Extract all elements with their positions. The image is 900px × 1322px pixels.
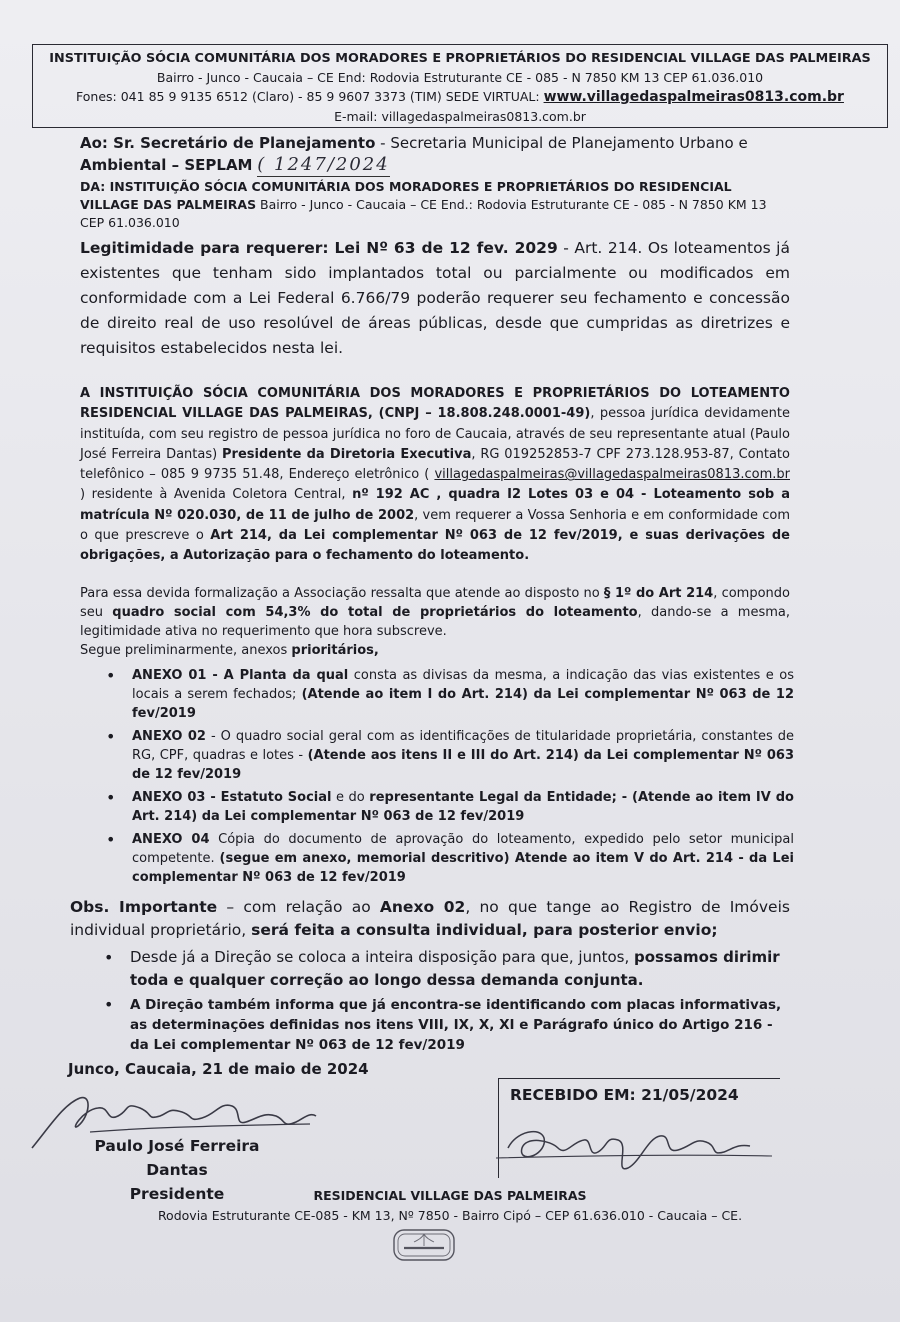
- p1-text-1: , pessoa jurídica devidamente instituída, com seu registro de pessoa jurídica no foro de Caucaia, através de seu representante atual (Paulo José Ferreira Dantas): [80, 406, 790, 462]
- phones-text: Fones: 041 85 9 9135 6512 (Claro) - 85 9 9607 3373 (TIM) SEDE VIRTUAL:: [76, 89, 544, 104]
- footer-address: Rodovia Estruturante CE-085 - KM 13, Nº 7850 - Bairro Cipó – CEP 61.636.010 - Caucaia – CE.: [157, 1208, 743, 1223]
- annex-bold: ANEXO 04: [132, 832, 210, 847]
- annex-list: [104, 666, 794, 891]
- footer-name: RESIDENCIAL VILLAGE DAS PALMEIRAS: [313, 1188, 587, 1203]
- legitimacy-text: - Art. 214. Os loteamentos já existentes que tenham sido implantados total ou parcialmente ou modificados em conformidade com a Lei Federal 6.766/79 poderão requerer seu fechamento e concessão de direito real de uso resolúvel de áreas públicas, desde que cumpridas as diretrizes e requisitos estabelecidos nesta lei.: [80, 239, 790, 357]
- obs-item: [100, 995, 792, 1055]
- obs-text-2: , no que tange ao Registro de Imóveis individual proprietário,: [70, 898, 790, 939]
- p1-text-2: , RG 019252853-7 CPF 273.128.953-87, Contato telefônico – 085 9 9735 51.48, Endereço eletrônico (: [80, 446, 790, 483]
- p3-bold: prioritários,: [291, 643, 379, 658]
- annex-bold: ANEXO 03 - Estatuto Social: [132, 790, 332, 805]
- letterhead-org: INSTITUIÇÃO SÓCIA COMUNITÁRIA DOS MORADORES E PROPRIETÁRIOS DO RESIDENCIAL VILLAGE DAS PALMEIRAS: [49, 51, 871, 66]
- letterhead: [32, 44, 888, 128]
- p2-text-3: , dando-se a mesma, legitimidade ativa no requerimento que hora subscreve.: [80, 605, 790, 639]
- annex-bold-2: (segue em anexo, memorial descritivo) Atende ao item V do Art. 214 - da Lei complementar Nº 063 de 12 fev/2019: [132, 851, 794, 885]
- obs-item-bold: A Direção também informa que já encontra-se identificando com placas informativas, as determinações definidas nos itens VIII, IX, X, XI e Parágrafo único do Artigo 216 - da Lei complementar Nº 063 de 12 fev/2019: [130, 997, 782, 1053]
- sender-address: Bairro - Junco - Caucaia – CE End.: Rodovia Estruturante CE - 085 - N 7850 KM 13 CEP 61.036.010: [80, 197, 767, 230]
- legitimacy-paragraph: [80, 236, 790, 361]
- handwritten-protocol-number: ( 1247/2024: [257, 154, 390, 175]
- p1-bold-2: Presidente da Diretoria Executiva: [222, 446, 472, 462]
- p1-bold-3: nº 192 AC , quadra I2 Lotes 03 e 04 - Loteamento sob a matrícula Nº 020.030, de 11 de julho de 2002: [80, 487, 790, 523]
- annex-item: [104, 727, 794, 784]
- annex-text: consta as divisas da mesma, a indicação das vias existentes e os locais a serem fechados;: [132, 668, 795, 702]
- annex-item: [104, 830, 794, 887]
- p2-text-1: Para essa devida formalização a Associação ressalta que atende ao disposto no: [80, 586, 604, 601]
- obs-item-text: Desde já a Direção se coloca a inteira disposição para que, juntos,: [130, 948, 634, 966]
- annex-bold-2: (Atende aos itens II e III do Art. 214) da Lei complementar Nº 063 de 12 fev/2019: [132, 748, 794, 782]
- annex-item: [104, 788, 794, 826]
- obs-item: [100, 946, 792, 992]
- letterhead-phones: [33, 87, 887, 107]
- sender-name: DA: INSTITUIÇÃO SÓCIA COMUNITÁRIA DOS MORADORES E PROPRIETÁRIOS DO RESIDENCIAL VILLAGE DAS PALMEIRAS: [80, 179, 732, 212]
- obs-text-1: – com relação ao: [217, 898, 380, 916]
- obs-bold-1: Obs. Importante: [70, 898, 218, 916]
- signer-name: Paulo José Ferreira Dantas: [94, 1137, 260, 1179]
- legitimacy-heading: Legitimidade para requerer: Lei Nº 63 de 12 fev. 2029: [80, 239, 558, 257]
- annex-bold-2: representante Legal da Entidade; - (Atende ao item IV do Art. 214) da Lei complementar Nº 063 de 12 fev/2019: [132, 790, 794, 824]
- obs-list: [100, 946, 792, 1058]
- p1-bold-4: Art 214, da Lei complementar Nº 063 de 12 fev/2019, e suas derivações de obrigações, a Autorização para o fechamento do loteamento.: [80, 528, 790, 564]
- obs-bold-2: Anexo 02: [379, 898, 466, 916]
- letterhead-address: Bairro - Junco - Caucaia – CE End: Rodovia Estruturante CE - 085 - N 7850 KM 13 CEP 61.036.010: [156, 70, 764, 85]
- annex-item: [104, 666, 794, 723]
- annex-text: e do: [331, 790, 370, 805]
- obs-bold-3: será feita a consulta individual, para posterior envio;: [251, 921, 718, 939]
- place-date: Junco, Caucaia, 21 de maio de 2024: [68, 1060, 369, 1078]
- letterhead-email: E-mail: villagedaspalmeiras0813.com.br: [334, 109, 586, 124]
- website-link[interactable]: www.villagedaspalmeiras0813.com.br: [543, 89, 844, 105]
- sender-block: [80, 178, 790, 232]
- p1-bold-1: A INSTITUIÇÃO SÓCIA COMUNITÁRIA DOS MORADORES E PROPRIETÁRIOS DO LOTEAMENTO RESIDENCIAL VILLAGE DAS PALMEIRAS, (CNPJ – 18.808.248.0001-49): [80, 386, 790, 422]
- received-label: RECEBIDO EM: 21/05/2024: [510, 1086, 739, 1104]
- palm-seal-icon: [388, 1226, 460, 1264]
- receiver-signature: [488, 1118, 778, 1178]
- annex-bold-2: (Atende ao item I do Art. 214) da Lei complementar Nº 063 de 12 fev/2019: [132, 687, 795, 721]
- addressee: [80, 132, 790, 177]
- email-link[interactable]: villagedaspalmeiras@villagedaspalmeiras0813.com.br: [434, 467, 790, 483]
- p2-bold-1: § 1º do Art 214: [603, 586, 714, 601]
- signer-role: Presidente: [129, 1185, 225, 1203]
- p1-text-4: , vem requerer a Vossa Senhoria e em conformidade com o que prescreve o: [80, 507, 791, 544]
- obs-item-bold: possamos dirimir toda e qualquer correção ao longo dessa demanda conjunta.: [130, 948, 780, 989]
- p2-bold-2: quadro social com 54,3% do total de proprietários do loteamento: [112, 605, 638, 620]
- addressee-seplam: Ambiental – SEPLAM: [80, 156, 253, 174]
- annex-text: Cópia do documento de aprovação do loteamento, expedido pelo setor municipal competente.: [132, 832, 794, 866]
- annex-text: - O quadro social geral com as identificações de titularidade proprietária, constantes de RG, CPF, quadras e lotes -: [132, 729, 794, 763]
- p3-text: Segue preliminarmente, anexos: [80, 643, 292, 658]
- request-paragraph-1: [80, 384, 790, 567]
- addressee-rest: - Secretaria Municipal de Planejamento Urbano e: [375, 134, 748, 152]
- p1-text-3: ) residente à Avenida Coletora Central,: [80, 487, 353, 503]
- p2-text-2: , compondo seu: [80, 586, 790, 620]
- annex-bold: ANEXO 01 - A Planta da qual: [132, 668, 349, 683]
- request-paragraph-2: [80, 584, 790, 660]
- addressee-label: Ao: Sr. Secretário de Planejamento: [80, 134, 376, 152]
- annex-bold: ANEXO 02: [132, 729, 206, 744]
- obs-paragraph: [70, 896, 790, 942]
